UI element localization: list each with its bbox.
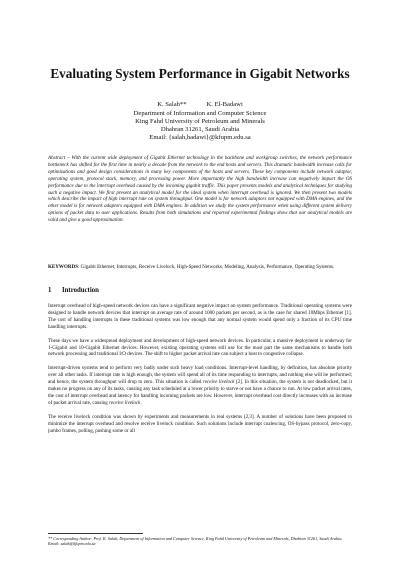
section-heading (48, 287, 99, 294)
paragraph-2: These days we have a widespread deployment and development of high-speed network devices. In particular, a massive deployment is underway for 1-Gigabit and 10-Gigabit Ethernet devices. However, existing operating systems still use for the most part the same mechanisms to handle both network processing and traditional I/O devices. The shift to higher packet arrival rate can subject a host to congestive collapse. (48, 337, 352, 358)
paragraph-3-text-c: . (140, 399, 142, 406)
footnote: ** Corresponding Author: Prof. K. Salah, Department of Information and Computer Science, King Fahd University of Petroleum and Minerals, Dhahran 31261, Saudi Arabia. Email: salah@kfupm.edu.sa (48, 536, 343, 547)
keywords-text: : Gigabit Ethernet, Interrupts, Receive Livelock, High-Speed Networks, Modeling, Analysis, Performance, Operating Systems. (78, 264, 335, 270)
author-names (20, 101, 380, 109)
section-title: Introduction (62, 287, 99, 294)
paragraph-1: Interrupt overhead of high-speed network devices can have a significant negative impact on system performance. Traditional operating systems were designed to handle network devices that interrupt on average rate of around 1000 packets per second, as is the case for shared 10Mbps Ethernet [1]. The cost of handling interrupts in these traditional systems was low enough that any normal system would spend only a fraction of its CPU time handling interrupts. (48, 303, 352, 330)
abstract (48, 155, 352, 224)
affiliation-city: Dhahran 31261, Saudi Arabia (160, 126, 240, 133)
author-email: Email: {salah,badawi}@kfupm.edu.sa (149, 134, 251, 141)
abstract-text: – With the current wide deployment of Gigabit Ethernet technology in the backbone and workgroup switches, the network performance bottleneck has shifted for the first time in nearly a decade from the network to the end hosts and servers. This dramatic bandwidth increase calls for optimizations and good design considerations in many key components of the hosts and servers. These key components include network adaptor, operating system, protocol stack, memory, and processing power. More importantly the high bandwidth increase can negatively impact the OS performance due to the interrupt overhead caused by the incoming gigabit traffic. This paper presents models and analytical techniques for studying such a negative impact. We first present an analytical model for the ideal system when interrupt overhead is ignored. We then present two models which describe the impact of high interrupt rate on system throughput. One model is for network adaptors not equipped with DMA engines, and the other model is for network adaptors equipped with DMA engines. In addition we study the system performance when using different system delivery options of packet data to user applications. Results from both simulations and reported experimental findings show that our analytical models are valid and give a good approximation. (48, 155, 352, 224)
author-salah: K. Salah** (157, 101, 187, 108)
term-receive-livelock-2: receive livelock (109, 399, 141, 406)
affiliation-department: Department of Information and Computer Science (133, 110, 267, 117)
paragraph-3 (48, 365, 352, 406)
abstract-label: Abstract (48, 155, 66, 161)
paper-title: Evaluating System Performance in Gigabit Networks (50, 66, 350, 81)
paragraph-4: The receive livelock condition was shown by experiments and measurements in real systems [2,3]. A number of solutions have been proposed to minimize the interrupt overhead and resolve receive livelock condition. Such solutions include interrupt coalescing, OS-bypass protocol, zero-copy, jumbo frames, polling, pushing some or all (48, 413, 352, 434)
section-body (48, 303, 352, 442)
footnote-rule (48, 533, 143, 534)
keywords-label: KEYWORDS (48, 264, 79, 270)
affiliation-university: King Fahd University of Petroleum and Minerals (135, 118, 265, 125)
term-receive-livelock: receive livelock (202, 379, 235, 386)
keywords (48, 264, 352, 271)
paragraph-3-text-b: [2]. In this situation, the system is not deadlocked, but it makes no progress on any of its tasks, causing any task scheduled at a lower priority to starve or not have a chance to run. At low packet arrival rates, the cost of interrupt overhead and latency for handling incoming packets are low. However, interrupt overhead cost directly increases with an increase of packet arrival rate, causing (48, 379, 352, 406)
author-block (20, 101, 380, 142)
author-el-badawi: K. El-Badawi (206, 101, 243, 108)
paragraph-3-text-a: Interrupt-driven systems tend to perform very badly under such heavy load conditions. Interrupt-level handling, by definition, has absolute priority over all other tasks. If interrupt rate is high enough, the system will spend all of its time responding to interrupts, and nothing else will be performed; and hence, the system throughput will drop to zero. This situation is called (48, 365, 352, 386)
section-number: 1 (48, 287, 52, 294)
